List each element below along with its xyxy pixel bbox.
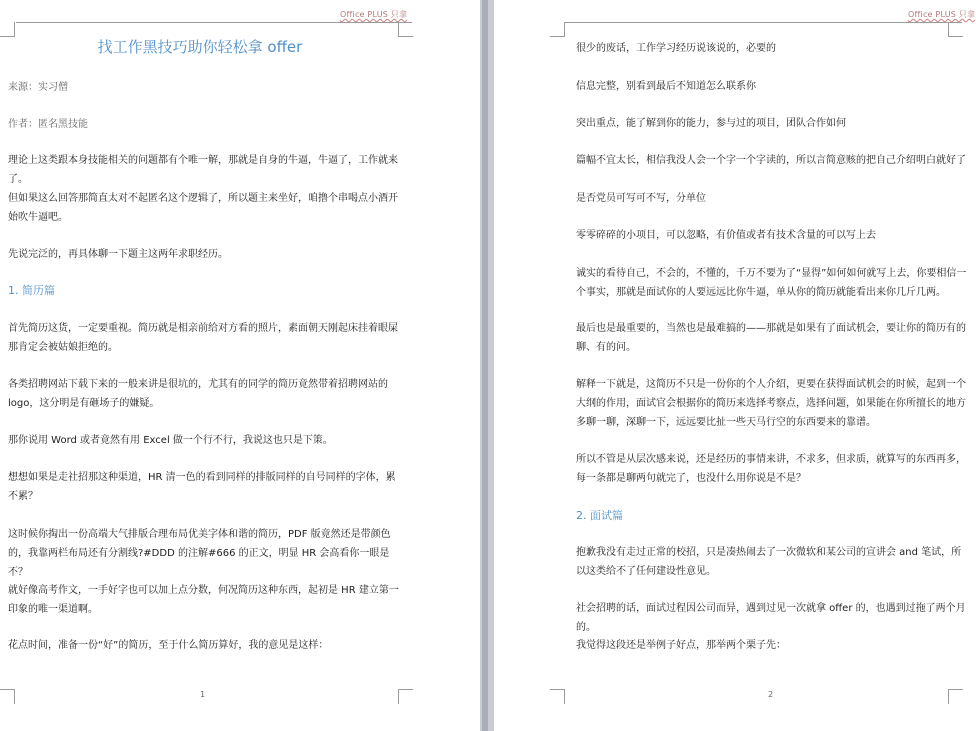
margin-mark-top-right (398, 22, 413, 37)
paragraph: 篇幅不宜太长，相信我没人会一个字一个字读的，所以言简意赅的把自己介绍明白就好了 (576, 155, 966, 166)
paragraph: 很少的废话，工作学习经历说该说的，必要的 (576, 43, 776, 54)
paragraph: 突出重点，能了解到你的能力，参与过的项目，团队合作如何 (576, 118, 846, 129)
margin-mark-top-left (0, 22, 15, 37)
paragraph: 诚实的看待自己，不会的，不懂的，千万不要为了“显得”如何如何就写上去，你要相信一个事实，那就是面试你的人要远远比你牛逼，单从你的简历就能看出来你几斤几两。 (576, 268, 967, 298)
paragraph: 那你说用 Word 或者竟然有用 Excel 做一个行不行，我说这也只是下策。 (8, 435, 333, 446)
header-watermark: Office PLUS 只拿 (908, 10, 976, 19)
paragraph: 信息完整，别看到最后不知道怎么联系你 (576, 81, 756, 92)
paragraph: 解释一下就是，这简历不只是一份你的个人介绍，更要在获得面试机会的时候，起到一个大纲的作用，面试官会根据你的简历来选择考察点，选择问题，如果能在你所擅长的地方多聊一聊，深聊一下，远远要比扯一些天马行空的东西要来的靠谱。 (576, 379, 966, 428)
header-rule (564, 22, 962, 23)
paragraph: 零零碎碎的小项目，可以忽略，有价值或者有技术含量的可以写上去 (576, 230, 876, 241)
paragraph: 但如果这么回答那简直太对不起匿名这个逻辑了，所以题主来坐好，咱撸个串喝点小酒开始吹牛逼吧。 (8, 193, 398, 223)
paragraph: 各类招聘网站下载下来的一般来讲是很坑的，尤其有的同学的简历竟然带着招聘网站的 logo，这分明是有砸场子的嫌疑。 (8, 379, 388, 409)
margin-mark-bottom-left (0, 689, 15, 704)
author-line: 作者：匿名黑技能 (8, 119, 88, 130)
section-heading: 2. 面试篇 (576, 509, 623, 522)
margin-mark-bottom-right (948, 689, 963, 704)
paragraph: 就好像高考作文，一手好字也可以加上点分数，何况简历这种东西，起初是 HR 建立第一印象的唯一渠道啊。 (8, 585, 399, 615)
paragraph: 我觉得这段还是举例子好点，那举两个栗子先： (576, 640, 786, 651)
margin-mark-bottom-left (550, 689, 565, 704)
paragraph: 最后也是最重要的，当然也是最难搞的——那就是如果有了面试机会，要让你的简历有的聊、有的问。 (576, 323, 966, 353)
header-rule (16, 22, 412, 23)
margin-mark-top-left (550, 22, 565, 37)
paragraph: 抱歉我没有走过正常的校招，只是凑热闹去了一次微软和某公司的宣讲会 and 笔试，所以这类给不了任何建设性意见。 (576, 547, 962, 577)
paragraph: 想想如果是走社招那这种渠道，HR 清一色的看到同样的排版同样的自号同样的字体，累不累？ (8, 472, 396, 502)
document-title: 找工作黑技巧助你轻松拿 offer (97, 38, 303, 56)
paragraph: 花点时间，准备一份“好”的简历，至于什么简历算好，我的意见是这样： (8, 640, 329, 651)
source-line: 来源：实习僧 (8, 82, 68, 93)
paragraph: 理论上这类跟本身技能相关的问题都有个唯一解，那就是自身的牛逼，牛逼了，工作就来了。 (8, 155, 398, 185)
paragraph: 社会招聘的话，面试过程因公司而异，遇到过见一次就拿 offer 的，也遇到过拖了两个月的。 (576, 603, 966, 633)
document-page-2 (494, 0, 976, 731)
page-number: 2 (768, 690, 774, 699)
page-number: 1 (200, 690, 206, 699)
margin-mark-bottom-right (398, 689, 413, 704)
paragraph: 先说完泛的，再具体聊一下题主这两年求职经历。 (8, 249, 228, 260)
margin-mark-top-right (948, 22, 963, 37)
section-heading: 1. 简历篇 (8, 284, 55, 297)
paragraph: 是否党员可写可不写，分单位 (576, 193, 706, 204)
document-page-1 (0, 0, 480, 731)
paragraph: 所以不管是从层次感来说，还是经历的事情来讲，不求多，但求质，就算写的东西再多，每一条都是聊两句就完了，也没什么用你说是不是？ (576, 454, 966, 484)
paragraph: 首先简历这货，一定要重视。简历就是相亲前给对方看的照片，素面朝天刚起床挂着眼屎那肯定会被姑娘拒绝的。 (8, 323, 398, 353)
page-gutter (480, 0, 494, 731)
header-watermark: Office PLUS 只拿 (340, 10, 408, 19)
paragraph: 这时候你掏出一份高端大气排版合理布局优美字体和谐的简历，PDF 版竟然还是带颜色的，我靠两栏布局还有分割线?#DDD 的注解#666 的正文，明显 HR 会高看你一眼是不？ (8, 529, 391, 578)
